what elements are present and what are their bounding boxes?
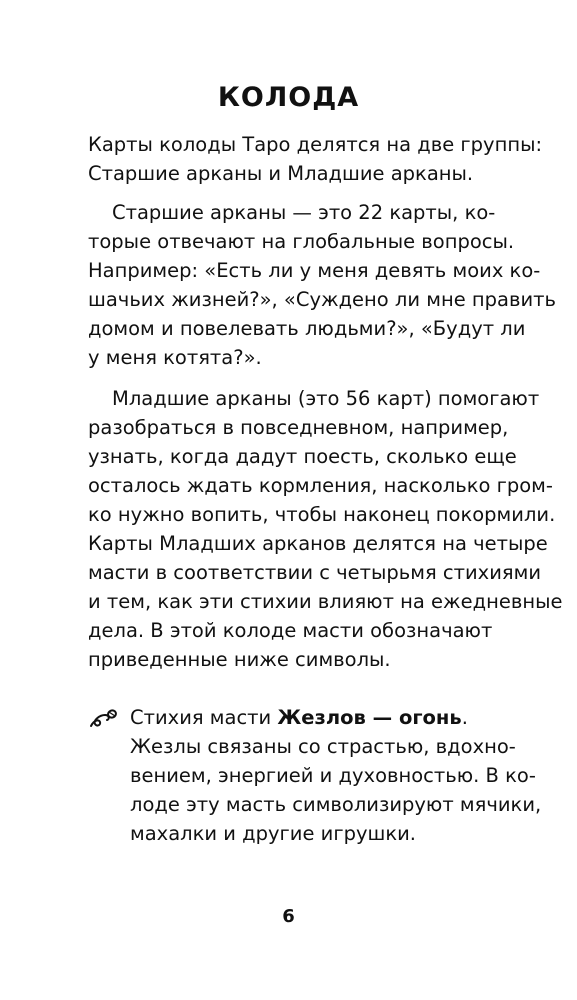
minor-arcana-paragraph	[88, 384, 563, 674]
suit-dash: —	[365, 706, 399, 729]
text-line: приведенные ниже символы.	[88, 648, 391, 671]
text-line: шачьих жизней?», «Суждено ли мне править	[88, 288, 557, 311]
wand-toy-icon	[88, 707, 118, 731]
page-number: 6	[282, 906, 295, 927]
text-line: масти в соответствии с четырьмя стихиями	[88, 561, 541, 584]
text-line: узнать, когда дадут поесть, сколько еще	[88, 445, 517, 468]
text-line: Старшие арканы и Младшие арканы.	[88, 162, 474, 185]
text-line: Младшие арканы (это 56 карт) помогают	[112, 387, 540, 410]
suit-period: .	[461, 706, 468, 729]
suit-element: огонь	[398, 706, 462, 729]
text-line: махалки и другие игрушки.	[130, 822, 416, 845]
suit-description	[130, 703, 550, 848]
suit-heading-line	[130, 703, 550, 732]
text-line: Например: «Есть ли у меня девять моих ко-	[88, 259, 541, 282]
text-line: и тем, как эти стихии влияют на ежедневные	[88, 590, 563, 613]
intro-paragraph	[88, 130, 543, 188]
suit-name: Жезлов	[277, 706, 366, 729]
text-line: Карты Младших арканов делятся на четыре	[88, 532, 548, 555]
text-line: ко нужно вопить, чтобы наконец покормили.	[88, 503, 556, 526]
text-line: дела. В этой колоде масти обозначают	[88, 619, 493, 642]
major-arcana-paragraph	[88, 198, 557, 372]
text-line: домом и повелевать людьми?», «Будут ли	[88, 317, 526, 340]
text-line: Старшие арканы — это 22 карты, ко-	[112, 201, 496, 224]
text-line: разобраться в повседневном, например,	[88, 416, 509, 439]
text-line: торые отвечают на глобальные вопросы.	[88, 230, 515, 253]
text-line: у меня котята?».	[88, 346, 262, 369]
text-line: Жезлы связаны со страстью, вдохно-	[130, 735, 516, 758]
page-title: КОЛОДА	[217, 82, 360, 113]
text-line: осталось ждать кормления, насколько гром-	[88, 474, 553, 497]
suit-lead-text: Стихия масти	[130, 706, 278, 729]
text-line: лоде эту масть символизируют мячики,	[130, 793, 542, 816]
text-line: вением, энергией и духовностью. В ко-	[130, 764, 536, 787]
text-line: Карты колоды Таро делятся на две группы:	[88, 133, 543, 156]
